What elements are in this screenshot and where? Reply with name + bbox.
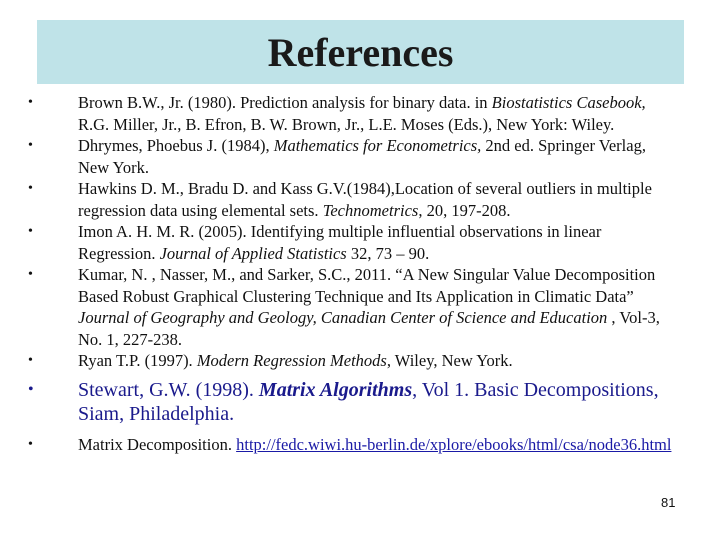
reference-italic: Journal of Applied Statistics (159, 243, 347, 263)
reference-italic: Matrix Algorithms (258, 378, 413, 401)
reference-list (28, 92, 678, 455)
reference-text: , 20, 197-208. (418, 200, 511, 220)
reference-italic: Technometrics (322, 200, 419, 220)
reference-italic: Biostatistics Casebook, (491, 93, 646, 112)
reference-text: Hawkins D. M., Bradu D. and Kass G.V.(1984),Location of several outliers in multiple regression data using elemental sets. (78, 179, 652, 220)
reference-text: 2nd ed. Springer Verlag, New York. (78, 136, 646, 177)
page-number: 81 (661, 495, 676, 510)
bullet-icon: • (28, 353, 33, 368)
reference-text: Matrix Decomposition. (78, 434, 237, 454)
bullet-icon: • (28, 436, 33, 452)
reference-italic: Modern Regression Methods (196, 351, 387, 370)
reference-item (28, 350, 678, 372)
bullet-icon: • (28, 181, 33, 196)
reference-italic: Mathematics for Econometrics, (273, 136, 482, 155)
reference-item (28, 264, 678, 350)
reference-item (28, 135, 678, 178)
reference-text: , Vol-3, No. 1, 227-238. (78, 308, 660, 349)
reference-italic: Journal of Geography and Geology, Canadian Center of Science and Education (78, 308, 608, 327)
title-bar (37, 20, 684, 84)
bullet-icon: • (28, 267, 33, 282)
bullet-icon: • (28, 224, 33, 239)
reference-item-highlighted (28, 378, 678, 426)
reference-link[interactable]: http://fedc.wiwi.hu-berlin.de/xplore/ebooks/html/csa/node36.html (236, 434, 672, 454)
reference-text: , Wiley, New York. (386, 351, 513, 370)
reference-text: Kumar, N. , Nasser, M., and Sarker, S.C., 2011. “A New Singular Value Decomposition Based Robust Graphical Clustering Technique and Its Application in Climatic Data” (78, 265, 656, 306)
reference-text: Imon A. H. M. R. (2005). Identifying multiple influential observations in linear Regression. (78, 222, 602, 263)
reference-item (28, 178, 678, 221)
reference-text: Ryan T.P. (1997). (78, 351, 197, 370)
reference-text: Dhrymes, Phoebus J. (1984), (78, 136, 274, 155)
bullet-icon: • (28, 380, 34, 398)
reference-text: R.G. Miller, Jr., B. Efron, B. W. Brown, Jr., L.E. Moses (Eds.), New York: Wiley. (78, 114, 615, 134)
slide-title: References (267, 29, 454, 75)
reference-text: , Vol 1. Basic Decompositions, Siam, Philadelphia. (78, 378, 659, 425)
reference-item (28, 92, 678, 135)
reference-text: 32, 73 – 90. (346, 243, 430, 263)
reference-text: Brown B.W., Jr. (1980). Prediction analysis for binary data. in (78, 93, 492, 112)
reference-text: Stewart, G.W. (1998). (78, 378, 259, 401)
reference-item (28, 221, 678, 264)
reference-item-link (28, 434, 678, 455)
bullet-icon: • (28, 138, 33, 153)
bullet-icon: • (28, 95, 33, 110)
